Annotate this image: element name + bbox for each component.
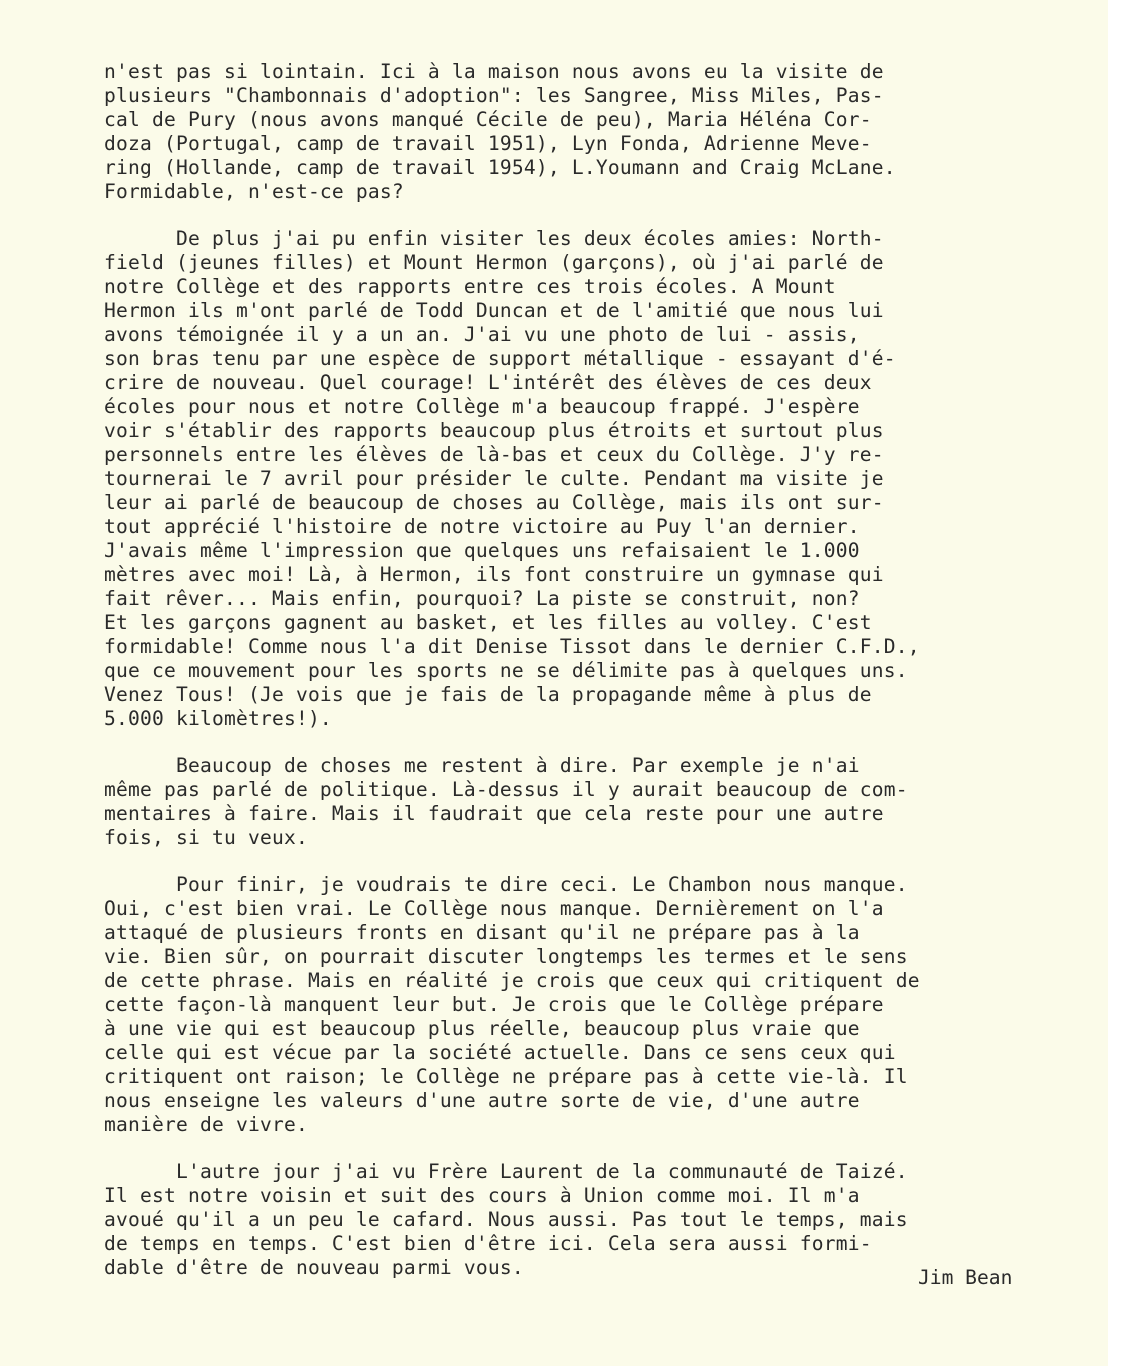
text-line: fait rêver... Mais enfin, pourquoi? La piste se construit, non? <box>104 587 860 610</box>
text-line: De plus j'ai pu enfin visiter les deux écoles amies: North- <box>104 227 884 250</box>
text-line: cette façon-là manquent leur but. Je crois que le Collège prépare <box>104 993 884 1016</box>
text-line: personnels entre les élèves de là-bas et ceux du Collège. J'y re- <box>104 443 884 466</box>
paragraph <box>104 754 1094 850</box>
text-line: plusieurs "Chambonnais d'adoption": les Sangree, Miss Miles, Pas- <box>104 84 884 107</box>
text-line: tournerai le 7 avril pour présider le culte. Pendant ma visite je <box>104 467 884 490</box>
text-line: L'autre jour j'ai vu Frère Laurent de la communauté de Taizé. <box>104 1160 908 1183</box>
text-line: Formidable, n'est-ce pas? <box>104 180 404 203</box>
text-line: même pas parlé de politique. Là-dessus il y aurait beaucoup de com- <box>104 778 908 801</box>
text-line: formidable! Comme nous l'a dit Denise Tissot dans le dernier C.F.D., <box>104 635 920 658</box>
text-line: que ce mouvement pour les sports ne se délimite pas à quelques uns. <box>104 659 908 682</box>
text-line: Hermon ils m'ont parlé de Todd Duncan et de l'amitié que nous lui <box>104 299 884 322</box>
text-line: manière de vivre. <box>104 1113 308 1136</box>
text-line: son bras tenu par une espèce de support métallique - essayant d'é- <box>104 347 896 370</box>
text-line: nous enseigne les valeurs d'une autre sorte de vie, d'une autre <box>104 1089 860 1112</box>
paragraph <box>104 60 1094 204</box>
text-line: avons témoignée il y a un an. J'ai vu une photo de lui - assis, <box>104 323 860 346</box>
text-line: notre Collège et des rapports entre ces trois écoles. A Mount <box>104 275 836 298</box>
page-margin <box>1108 0 1136 1366</box>
text-line: de cette phrase. Mais en réalité je crois que ceux qui critiquent de <box>104 969 920 992</box>
text-line: voir s'établir des rapports beaucoup plus étroits et surtout plus <box>104 419 884 442</box>
text-line: tout apprécié l'histoire de notre victoire au Puy l'an dernier. <box>104 515 860 538</box>
paragraph <box>104 873 1094 1137</box>
text-line: field (jeunes filles) et Mount Hermon (garçons), où j'ai parlé de <box>104 251 884 274</box>
text-line: critiquent ont raison; le Collège ne prépare pas à cette vie-là. Il <box>104 1065 908 1088</box>
signature: Jim Bean <box>918 1266 1013 1289</box>
text-line: fois, si tu veux. <box>104 826 308 849</box>
text-line: Beaucoup de choses me restent à dire. Par exemple je n'ai <box>104 754 860 777</box>
text-line: Et les garçons gagnent au basket, et les filles au volley. C'est <box>104 611 872 634</box>
text-line: vie. Bien sûr, on pourrait discuter longtemps les termes et le sens <box>104 945 908 968</box>
text-line: Pour finir, je voudrais te dire ceci. Le Chambon nous manque. <box>104 873 908 896</box>
text-line: attaqué de plusieurs fronts en disant qu'il ne prépare pas à la <box>104 921 860 944</box>
text-line: avoué qu'il a un peu le cafard. Nous aussi. Pas tout le temps, mais <box>104 1208 908 1231</box>
text-line: doza (Portugal, camp de travail 1951), Lyn Fonda, Adrienne Meve- <box>104 132 872 155</box>
text-line: écoles pour nous et notre Collège m'a beaucoup frappé. J'espère <box>104 395 860 418</box>
text-line: mentaires à faire. Mais il faudrait que cela reste pour une autre <box>104 802 884 825</box>
text-line: celle qui est vécue par la société actuelle. Dans ce sens ceux qui <box>104 1041 896 1064</box>
text-line: ring (Hollande, camp de travail 1954), L.Youmann and Craig McLane. <box>104 156 896 179</box>
text-line: mètres avec moi! Là, à Hermon, ils font construire un gymnase qui <box>104 563 884 586</box>
paragraph <box>104 1160 1094 1280</box>
text-line: cal de Pury (nous avons manqué Cécile de peu), Maria Héléna Cor- <box>104 108 872 131</box>
text-line: de temps en temps. C'est bien d'être ici. Cela sera aussi formi- <box>104 1232 872 1255</box>
text-line: Oui, c'est bien vrai. Le Collège nous manque. Dernièrement on l'a <box>104 897 884 920</box>
text-line: crire de nouveau. Quel courage! L'intérêt des élèves de ces deux <box>104 371 872 394</box>
paragraph <box>104 227 1094 731</box>
text-line: Il est notre voisin et suit des cours à Union comme moi. Il m'a <box>104 1184 860 1207</box>
text-line: 5.000 kilomètres!). <box>104 707 332 730</box>
text-line: n'est pas si lointain. Ici à la maison nous avons eu la visite de <box>104 60 884 83</box>
text-line: dable d'être de nouveau parmi vous. <box>104 1256 524 1279</box>
text-line: à une vie qui est beaucoup plus réelle, beaucoup plus vraie que <box>104 1017 860 1040</box>
text-line: Venez Tous! (Je vois que je fais de la propagande même à plus de <box>104 683 872 706</box>
letter-body <box>104 60 1094 1303</box>
text-line: J'avais même l'impression que quelques uns refaisaient le 1.000 <box>104 539 860 562</box>
text-line: leur ai parlé de beaucoup de choses au Collège, mais ils ont sur- <box>104 491 884 514</box>
